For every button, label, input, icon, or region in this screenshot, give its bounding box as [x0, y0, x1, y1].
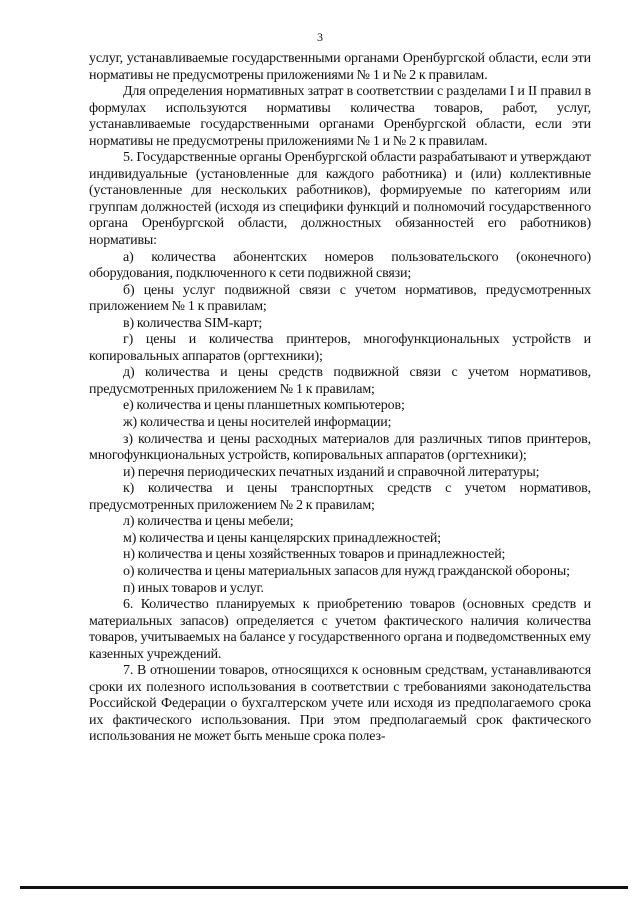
list-item-o: о) количества и цены материальных запасов для нужд гражданской обороны;	[123, 563, 570, 579]
paragraph-item-6: 6. Количество планируемых к приобретению товаров (основных средств и материальных запасов) определяется с учетом фактического наличия количества товаров, учитываемых на балансе у государственного органа и подведомственных ему казенных учреждений.	[89, 597, 591, 662]
list-item-k: к) количества и цены транспортных средств с учетом нормативов, предусмотренных приложением № 2 к правилам;	[89, 481, 591, 513]
page-number: 3	[317, 30, 323, 44]
list-item-n: н) количества и цены хозяйственных товаров и принадлежностей;	[123, 547, 506, 563]
bottom-divider	[20, 886, 628, 889]
list-item-i: и) перечня периодических печатных изданий и справочной литературы;	[123, 464, 540, 480]
paragraph-item-5: 5. Государственные органы Оренбургской области разрабатывают и утверждают индивидуальные (установленные для каждого работника) и (или) коллективные (установленные для нескольких работников), формируемые по категориям или группам должностей (исходя из специфики функций и полномочий государственного органа Оренбургской области, должностных обязанностей его работников) нормативы:	[89, 150, 591, 249]
paragraph-continuation: услуг, устанавливаемые государственными органами Оренбургской области, если эти нормативы не предусмотрены приложениями № 1 и № 2 к правилам.	[89, 51, 591, 83]
paragraph-normative-definition: Для определения нормативных затрат в соответствии с разделами I и II правил в формулах используются нормативы количества товаров, работ, услуг, устанавливаемые государственными органами Оренбургской области, если эти нормативы не предусмотрены приложениями № 1 и № 2 к правилам.	[89, 84, 591, 149]
list-item-p: п) иных товаров и услуг.	[123, 580, 264, 596]
list-item-b: б) цены услуг подвижной связи с учетом нормативов, предусмотренных приложением № 1 к правилам;	[89, 282, 591, 315]
list-item-z: з) количества и цены расходных материалов для различных типов принтеров, многофункциональных устройств, копировальных аппаратов (оргтехники);	[89, 431, 591, 464]
list-item-g: г) цены и количества принтеров, многофункциональных устройств и копировальных аппаратов (оргтехники);	[89, 332, 591, 364]
document-body	[89, 51, 591, 746]
list-item-e: е) количества и цены планшетных компьютеров;	[123, 398, 405, 414]
list-item-d: д) количества и цены средств подвижной связи с учетом нормативов, предусмотренных приложением № 1 к правилам;	[89, 365, 591, 397]
list-item-m: м) количества и цены канцелярских принадлежностей;	[123, 530, 441, 546]
paragraph-item-7: 7. В отношении товаров, относящихся к основным средствам, устанавливаются сроки их полезного использования в соответствии с требованиями законодательства Российской Федерации о бухгалтерском учете или исходя из предполагаемого срока их фактического использования. При этом предполагаемый срок фактического использования не может быть меньше срока полез-	[89, 663, 591, 745]
list-item-l: л) количества и цены мебели;	[123, 514, 294, 530]
list-item-a: а) количества абонентских номеров пользовательского (оконечного) оборудования, подключенного к сети подвижной связи;	[89, 249, 591, 282]
list-item-v: в) количества SIM-карт;	[123, 315, 263, 331]
list-item-zh: ж) количества и цены носителей информации;	[123, 415, 392, 431]
